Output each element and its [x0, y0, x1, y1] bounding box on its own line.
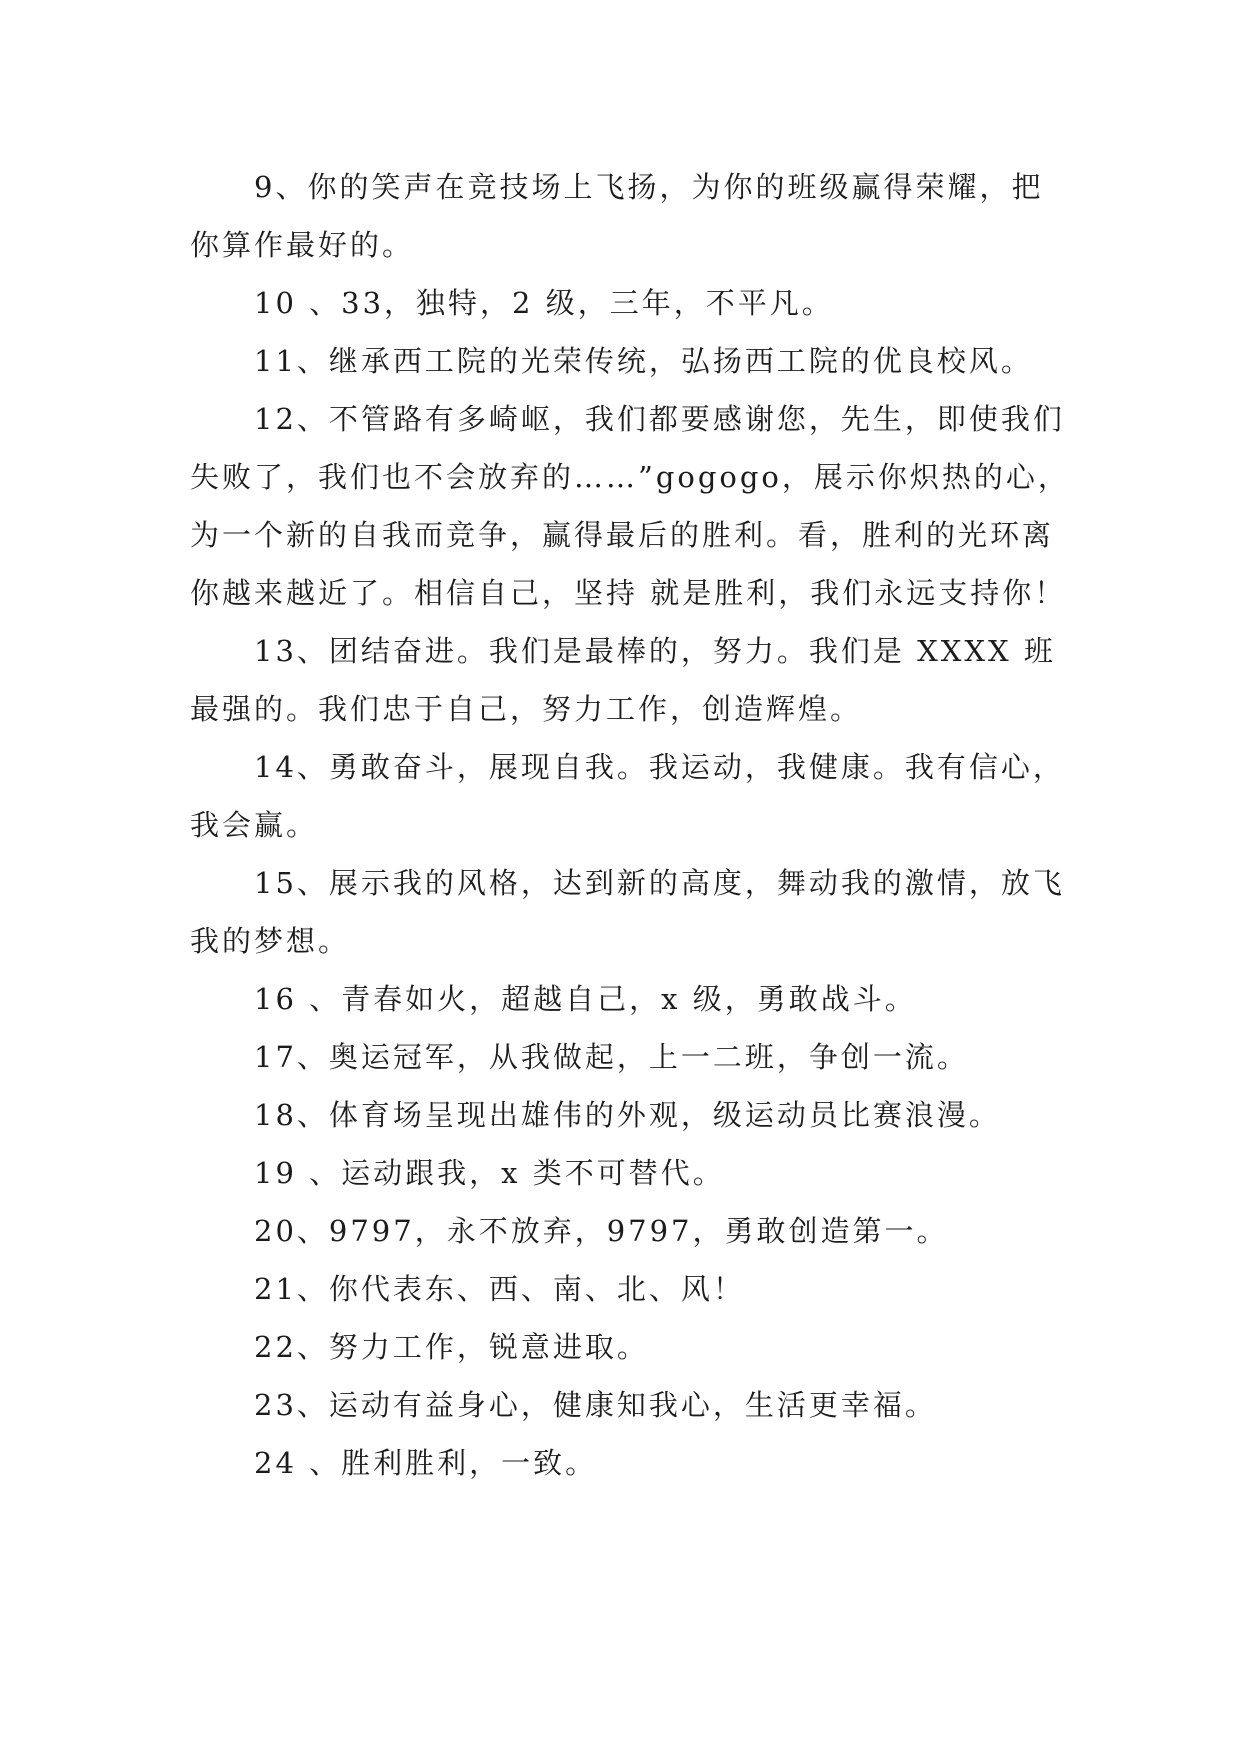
- paragraph-14: 14、勇敢奋斗，展现自我。我运动，我健康。我有信心，我会赢。: [190, 750, 1065, 842]
- paragraph-24: 24 、胜利胜利，一致。: [254, 1446, 598, 1480]
- paragraph-21: 21、你代表东、西、南、北、风！: [254, 1272, 745, 1306]
- paragraph-22: 22、努力工作，锐意进取。: [254, 1330, 649, 1364]
- paragraph-23: 23、运动有益身心，健康知我心，生活更幸福。: [254, 1388, 937, 1422]
- document-body: [190, 158, 1070, 1492]
- paragraph-12: 12、不管路有多崎岖，我们都要感谢您，先生，即使我们失败了，我们也不会放弃的……”gogogo，展示你炽热的心，为一个新的自我而竞争，赢得最后的胜利。看，胜利的光环离你越来越近了。相信自己，坚持 就是胜利，我们永远支持你！: [190, 402, 1070, 610]
- paragraph-19: 19 、运动跟我，x 类不可替代。: [254, 1156, 725, 1190]
- paragraph-11: 11、继承西工院的光荣传统，弘扬西工院的优良校风。: [254, 344, 1033, 378]
- paragraph-9: 9、你的笑声在竞技场上飞扬，为你的班级赢得荣耀，把你算作最好的。: [190, 170, 1044, 262]
- paragraph-17: 17、奥运冠军，从我做起，上一二班，争创一流。: [254, 1040, 969, 1074]
- paragraph-20: 20、9797，永不放弃，9797，勇敢创造第一。: [254, 1214, 949, 1248]
- paragraph-10: 10 、33，独特，2 级，三年，不平凡。: [254, 286, 834, 320]
- paragraph-15: 15、展示我的风格，达到新的高度，舞动我的激情，放飞我的梦想。: [190, 866, 1065, 958]
- paragraph-18: 18、体育场呈现出雄伟的外观，级运动员比赛浪漫。: [254, 1098, 1001, 1132]
- paragraph-16: 16 、青春如火，超越自己，x 级，勇敢战斗。: [254, 982, 917, 1016]
- paragraph-13: 13、团结奋进。我们是最棒的，努力。我们是 XXXX 班最强的。我们忠于自己，努力工作，创造辉煌。: [190, 634, 1056, 726]
